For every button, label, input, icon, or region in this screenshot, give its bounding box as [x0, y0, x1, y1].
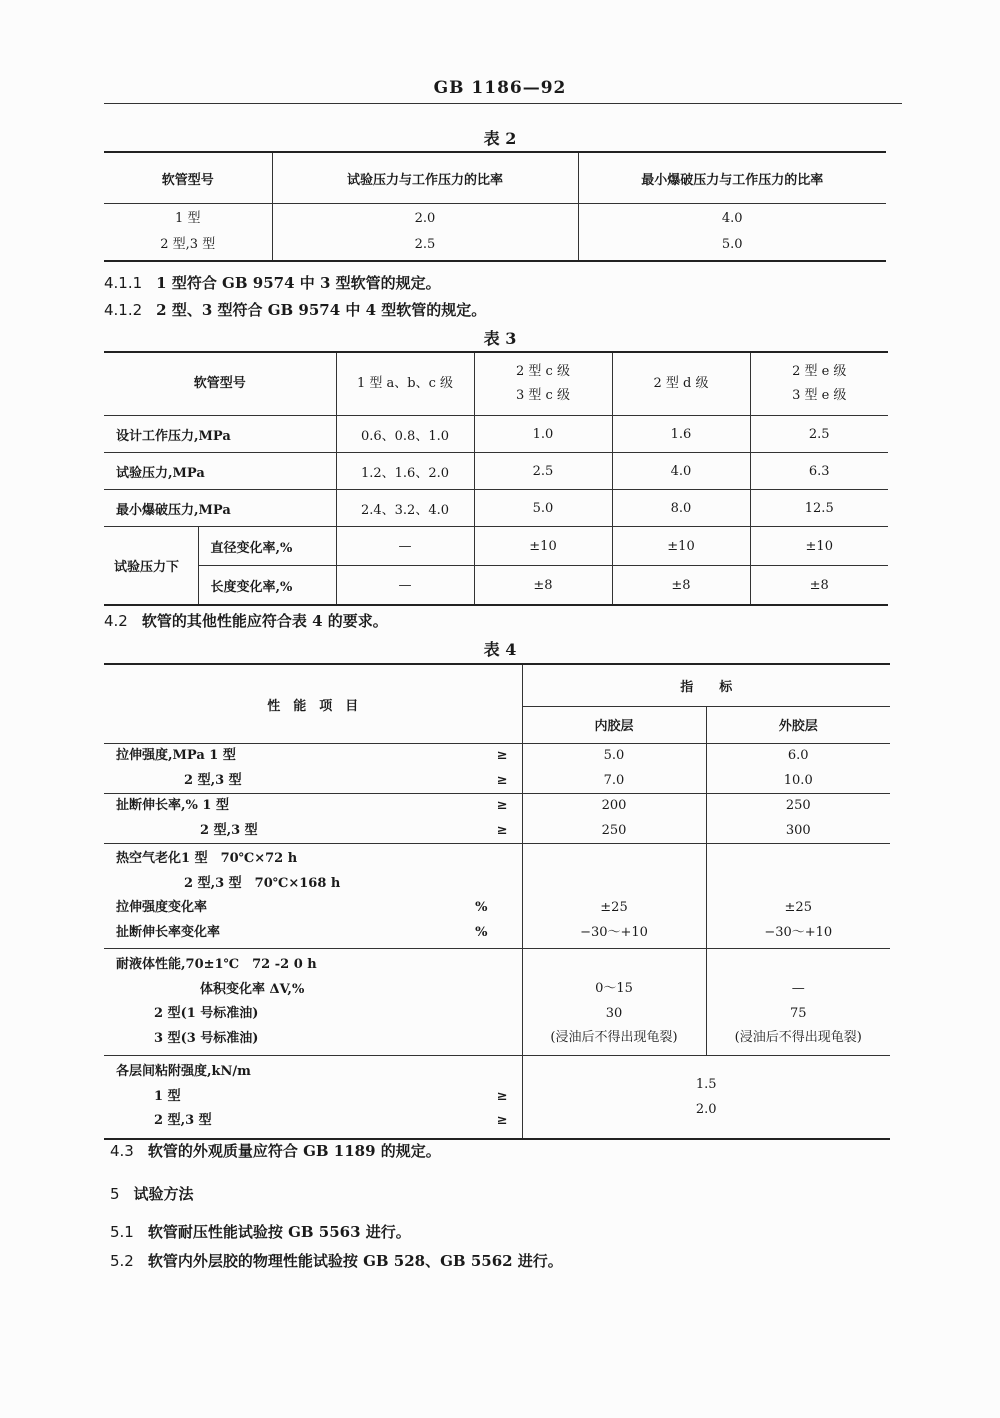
table4-header-inner: 内胶层 — [522, 706, 706, 743]
table3-group-label: 试验压力下 — [104, 527, 198, 606]
table3-row — [104, 416, 888, 453]
table2-cell: 4.0 — [721, 211, 743, 226]
table3-cell: — — [336, 566, 474, 606]
ge-symbol: ≥ — [496, 772, 508, 788]
table3-cell: 1.0 — [474, 416, 612, 453]
ge-symbol: ≥ — [496, 1088, 508, 1104]
table3-header-cell: 软管型号 — [104, 352, 336, 416]
table4-cell: 250 — [785, 798, 811, 813]
ge-symbol: ≥ — [496, 1113, 508, 1128]
table3-cell: 2.5 — [474, 453, 612, 490]
table3-cell: 1.6 — [612, 416, 750, 453]
table3-cell: ±8 — [612, 566, 750, 606]
table3-cell: 0.6、0.8、1.0 — [336, 416, 474, 453]
table3-row — [104, 490, 888, 527]
table4-row-elongation — [104, 794, 890, 844]
table3-row — [104, 527, 888, 566]
table2 — [104, 151, 886, 262]
standard-code-header: GB 1186—92 — [433, 78, 567, 98]
header-rule — [104, 103, 902, 104]
table4-cell: 5.0 — [603, 748, 625, 763]
section-title: 试验方法 — [133, 1185, 194, 1203]
table2-body-row — [104, 204, 886, 262]
table3-caption: 表 3 — [483, 329, 517, 348]
ge-symbol: ≥ — [496, 748, 508, 763]
table3-header-line: 3 型 e 级 — [792, 388, 847, 403]
table3 — [104, 351, 888, 606]
table4-header-row — [104, 664, 890, 706]
table2-cell: 1 型 — [175, 211, 201, 226]
table4-cell: 250 — [601, 822, 627, 838]
table4-cell: −30～+10 — [764, 924, 833, 940]
clause-4-3 — [110, 1140, 441, 1161]
table2-header-cell: 软管型号 — [104, 152, 272, 204]
table2-cell: 2 型,3 型 — [160, 237, 216, 252]
table3-row-label: 试验压力,MPa — [104, 453, 336, 490]
clause-4-2 — [104, 610, 388, 631]
percent-unit: % — [475, 924, 488, 940]
table4-label: 耐液体性能,70±1℃ 72 -2 0 h — [116, 957, 317, 972]
table3-cell: ±10 — [474, 527, 612, 566]
table4-cell: 30 — [605, 1005, 623, 1021]
table3-cell: ±8 — [474, 566, 612, 606]
clause-text: 2 型、3 型符合 GB 9574 中 4 型软管的规定。 — [156, 301, 487, 319]
clause-text: 软管耐压性能试验按 GB 5563 进行。 — [147, 1223, 411, 1241]
clause-5-1 — [110, 1221, 411, 1242]
table4-label: 热空气老化1 型 70℃×72 h — [116, 851, 298, 866]
section-number: 5 — [110, 1185, 120, 1203]
table3-cell: ±8 — [750, 566, 888, 606]
table3-cell: 2.5 — [750, 416, 888, 453]
table4-cell: — — [791, 981, 805, 996]
table4-header-outer: 外胶层 — [706, 706, 890, 743]
table4-label: 拉伸强度,MPa 1 型 — [116, 748, 236, 763]
clause-number: 4.2 — [104, 612, 128, 630]
table3-cell: ±10 — [750, 527, 888, 566]
table3-header-line: 2 型 e 级 — [792, 364, 847, 379]
table4-caption: 表 4 — [483, 640, 517, 659]
table4-label: 体积变化率 ΔV,% — [200, 981, 305, 997]
clause-number: 4.1.2 — [104, 301, 143, 319]
table4-cell: (浸油后不得出现龟裂) — [734, 1030, 862, 1045]
table4-row-adhesion — [104, 1056, 890, 1139]
ge-symbol: ≥ — [496, 798, 508, 813]
table2-header-row — [104, 152, 886, 204]
clause-4-1-1 — [104, 272, 441, 293]
table4-header-index: 指 标 — [522, 664, 890, 706]
table3-header-cell: 1 型 a、b、c 级 — [336, 352, 474, 416]
table4-cell: ±25 — [600, 900, 628, 915]
table4 — [104, 663, 890, 1140]
table4-label: 2 型,3 型 — [184, 772, 242, 788]
clause-number: 5.1 — [110, 1223, 134, 1241]
clause-text: 软管内外层胶的物理性能试验按 GB 528、GB 5562 进行。 — [147, 1252, 563, 1270]
table4-label: 各层间粘附强度,kN/m — [116, 1064, 251, 1079]
table3-cell: 4.0 — [612, 453, 750, 490]
table4-cell: (浸油后不得出现龟裂) — [550, 1030, 678, 1045]
table4-cell: 2.0 — [695, 1101, 717, 1117]
clause-4-1-2 — [104, 299, 486, 320]
table3-cell: 2.4、3.2、4.0 — [336, 490, 474, 527]
table3-row-label: 直径变化率,% — [198, 527, 336, 566]
table4-row-aging — [104, 844, 890, 949]
table3-row — [104, 566, 888, 606]
table3-header-row — [104, 352, 888, 416]
table4-cell: −30～+10 — [580, 924, 648, 940]
table3-cell: 8.0 — [612, 490, 750, 527]
table4-label: 2 型,3 型 — [154, 1113, 212, 1128]
table3-header-cell: 2 型 d 级 — [612, 352, 750, 416]
table2-cell: 2.0 — [414, 211, 436, 226]
table3-cell: 5.0 — [474, 490, 612, 527]
table4-label: 3 型(3 号标准油) — [154, 1030, 259, 1046]
table2-header-cell: 试验压力与工作压力的比率 — [272, 152, 578, 204]
table2-header-cell: 最小爆破压力与工作压力的比率 — [578, 152, 886, 204]
table3-row-label: 设计工作压力,MPa — [104, 416, 336, 453]
table3-row-label: 长度变化率,% — [198, 566, 336, 606]
percent-unit: % — [475, 900, 488, 915]
clause-number: 4.1.1 — [104, 274, 143, 292]
table4-cell: 0～15 — [595, 981, 633, 996]
table3-row — [104, 453, 888, 490]
table4-label: 拉伸强度变化率 — [116, 900, 208, 915]
clause-number: 5.2 — [110, 1252, 134, 1270]
clause-5-2 — [110, 1250, 563, 1271]
table2-caption: 表 2 — [483, 129, 517, 148]
clause-text: 1 型符合 GB 9574 中 3 型软管的规定。 — [156, 274, 441, 292]
table4-header-item: 性 能 项 目 — [104, 664, 522, 744]
ge-symbol: ≥ — [496, 822, 508, 838]
table4-cell: 1.5 — [695, 1077, 717, 1092]
table4-label: 扯断伸长率,% 1 型 — [116, 798, 229, 813]
clause-text: 软管的外观质量应符合 GB 1189 的规定。 — [147, 1142, 441, 1160]
table4-cell: 7.0 — [603, 772, 625, 788]
table4-label: 扯断伸长率变化率 — [116, 924, 221, 940]
table3-cell: 1.2、1.6、2.0 — [336, 453, 474, 490]
table4-cell: 6.0 — [787, 748, 809, 763]
table4-cell: 300 — [785, 822, 811, 838]
table4-cell: 75 — [789, 1005, 807, 1021]
table3-cell: — — [336, 527, 474, 566]
table4-label: 2 型,3 型 70℃×168 h — [184, 875, 341, 891]
table4-label: 2 型(1 号标准油) — [154, 1006, 259, 1021]
table3-header-line: 2 型 c 级 — [516, 364, 570, 379]
section-5-heading — [110, 1183, 194, 1204]
table4-label: 2 型,3 型 — [200, 822, 258, 838]
table3-cell: 12.5 — [750, 490, 888, 527]
table3-cell: ±10 — [612, 527, 750, 566]
table4-cell: 10.0 — [783, 772, 813, 788]
table4-row-tensile — [104, 744, 890, 794]
table2-cell: 5.0 — [721, 237, 743, 252]
clause-text: 软管的其他性能应符合表 4 的要求。 — [141, 612, 388, 630]
table3-row-label: 最小爆破压力,MPa — [104, 490, 336, 527]
table4-cell: ±25 — [784, 900, 812, 915]
table4-cell: 200 — [601, 798, 627, 813]
table3-header-line: 3 型 c 级 — [516, 388, 570, 403]
table4-label: 1 型 — [154, 1088, 181, 1104]
table3-cell: 6.3 — [750, 453, 888, 490]
table4-row-liquid — [104, 949, 890, 1056]
table2-cell: 2.5 — [414, 237, 436, 252]
clause-number: 4.3 — [110, 1142, 134, 1160]
